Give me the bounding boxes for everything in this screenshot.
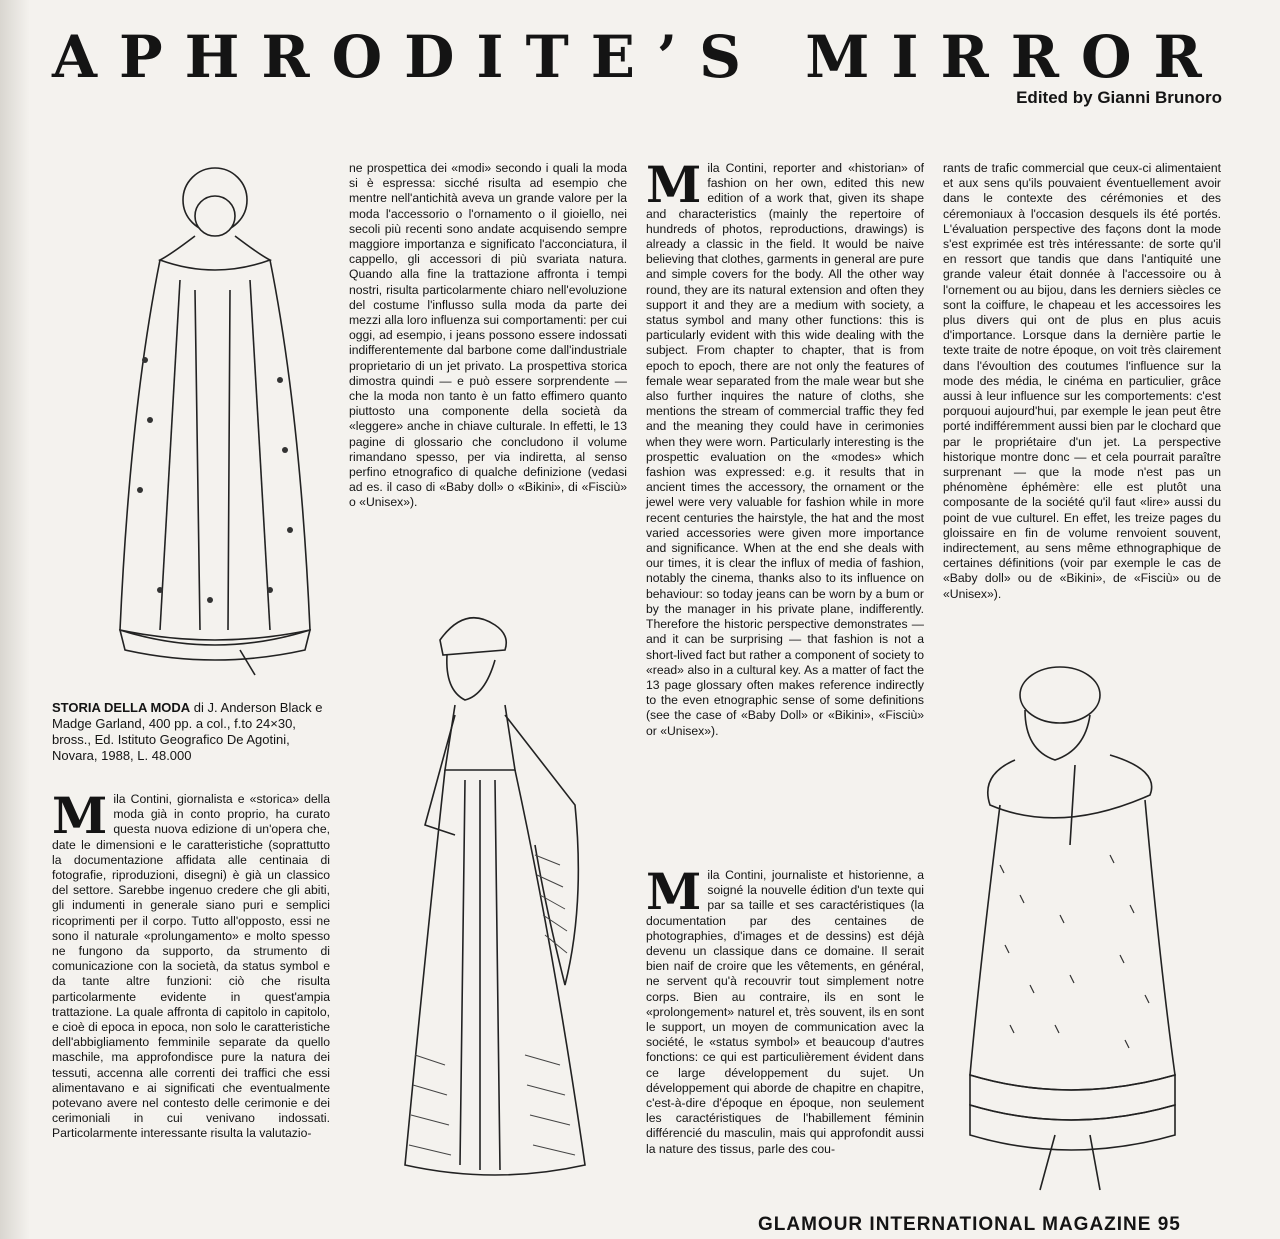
footer-magazine-page: GLAMOUR INTERNATIONAL MAGAZINE 95 (758, 1214, 1181, 1235)
illustration-fur-cape-woman (960, 665, 1200, 1200)
english-text-column (646, 155, 924, 739)
editor-credit: Edited by Gianni Brunoro (1016, 88, 1222, 107)
italian-paragraph-1: ila Contini, giornalista e «storica» della moda già in conto proprio, ha curato questa nuova edizione di un'opera che, date le dimensioni e le caratteristiche (soprattutto la documentazione affidata alle centinaia di fotografie, riproduzioni, disegni) è già un classico del settore. Sarebbe ingenuo credere che gli abiti, gli indumenti in generale siano puri e semplici ricoprimenti per il corpo. Tutto all'opposto, essi ne sono il naturale «prolungamento» e molto spesso ne fungono da supporto, da strumento di comunicazione con la società, da status symbol e da tante altre funzioni: ciò che risulta particolarmente evidente in quest'ampia trattazione. La quale affronta di capitolo in capitolo, e cioè di epoca in epoca, non solo le caratteristiche dell'abbigliamento femminile separate da quello maschile, ma approfondisce pure la natura dei tessuti, accenna alle correnti dei traffici che essi alimentavano e ai significati che eventualmente potevano avere nel contesto delle cerimonie e dei cerimoniali in cui venivano indossati. Particolarmente interessante risulta la valutazio- (52, 792, 330, 1141)
french-dropcap: M (646, 862, 702, 921)
italian-text-column-2 (349, 161, 627, 511)
illustration-cloaked-woman (100, 160, 330, 680)
italian-paragraph-2: ne prospettica dei «modi» secondo i quali la moda si è espressa: sicché risulta ad esempio che mentre nell'antichità aveva un grande valore per la moda l'accessorio o l'ornamento o il gioiello, nei secoli più recenti sono andate acquisendo sempre maggiore importanza e significato l'acconciatura, il cappello, gli accessori di più svariata natura. Quando alla fine la trattazione affronta i tempi nostri, risulta particolarmente chiaro nell'evoluzione del costume l'influsso sulla moda da parte dei mezzi alla loro influenza sui comportamenti: per cui oggi, ad esempio, i jeans possono essere indossati indifferentemente dal barbone come dall'industriale proprietario di un jet privato. La prospettiva storica dimostra quindi — e può essere sorprendente — che la moda non tanto è un fatto effimero quanto piuttosto una componente della società da «leggere» anche in chiave culturale. In effetti, le 13 pagine di glossario che concludono il volume rimandano spesso, per via indiretta, al senso perfino etnografico di qualche definizione (vedasi ad es. il caso di «Baby doll» o «Bikini», di «Fisciù» o «Unisex»). (349, 161, 627, 510)
book-title: STORIA DELLA MODA (52, 700, 191, 715)
french-text-column-2 (943, 161, 1221, 602)
english-dropcap: M (646, 155, 702, 214)
french-paragraph-1: ila Contini, journaliste et historienne, a soigné la nouvelle édition d'un texte qui par sa taille et ses caractéristiques (la documentation par des centaines de photographies, d'images et de dessins) est déjà devenu un classique dans ce domaine. Il serait bien naif de croire que les vêtements, en général, ne servent qu'à recouvrir tout simplement notre corps. Bien au contraire, ils en sont le «prolongement» naturel et, très souvent, ils en sont le support, un moyen de communication avec la société, le «status symbol» et beaucoup d'autres fonctions: ce qui est particulièrement évident dans ce large développement du sujet. Un développement qui aborde de chapitre en chapitre, c'est-à-dire d'époque en époque, non seulement les caractéristiques de l'habillement féminin différencié du masculin, mais qui approfondit aussi la nature des tissus, parle des cou- (646, 868, 924, 1156)
page-title: APHRODITE’S MIRROR (52, 23, 1224, 91)
page-binding-shadow (0, 0, 30, 1239)
english-paragraph: ila Contini, reporter and «historian» of fashion on her own, edited this new edition of a work that, given its shape and characteristics (mainly the repertoire of hundreds of photos, reproductions, drawings) is already a classic in the field. It would be naive believing that clothes, garments in general are pure and simple covers for the body. All the other way round, they are its natural extension and often they support it and they are a medium with society, a status symbol and many other functions: this is particularly evident with this wide dealing with the subject. From chapter to chapter, that is from epoch to epoch, there are not only the features of female wear separated from the male wear but she also further inquires the nature of cloths, she mentions the stream of commercial traffic they fed and the meaning they could have in cerimonies when they were worn. Particularly interesting is the prospettic evaluation on the «modes» which fashion was expressed: e.g. it results that in ancient times the accessory, the ornament or the jewel were very valuable for fashion while in more recent centuries the hairstyle, the hat and the most varied accessories were given more importance and significance. When at the end she deals with our times, it is clear the influx of media of fashion, notably the cinema, thanks also to its influence on behaviour: so today jeans can be worn by a bum or by the manager in his private plane, indifferently. Therefore the historic perspective demonstrates — and it can be surprising — that fashion is not a short-lived fact but rather a component of society to «read» also in a cultural key. As a matter of fact the 13 page glossary often makes reference indirectly to the even etnographic sense of some definitions (see the case of «Baby Doll» or «Bikini», «Fisciù» or «Unisex»). (646, 161, 924, 738)
book-details: di J. Anderson Black e Madge Garland, 400 pp. a col., f.to 24×30, bross., Ed. Istituto Geografico De Agotini, Novara, 1988, L. 48.000 (52, 700, 323, 763)
french-text-column-1 (646, 862, 924, 1157)
italian-text-column-1 (52, 786, 330, 1142)
book-info (52, 700, 330, 764)
illustration-medieval-woman (385, 605, 615, 1190)
french-paragraph-2: rants de trafic commercial que ceux-ci alimentaient et aux sens qu'ils pouvaient éventuellement avoir dans le contexte des cérémonies et des céremoniaux à l'occasion desquels ils été portés. L'évaluation perspective des façons dont la mode s'est exprimée est très intéressante: de sorte qu'il en ressort que tandis que dans l'antiquité une grande valeur était donnée à l'accessoire ou à l'ornement ou au bijou, dans les derniers siècles ce sont la coiffure, le chapeau et les accessoires les plus divers qui ont de plus en plus acuis d'importance. Lorsque dans la dernière partie le texte traite de notre époque, on voit très clairement dans l'évoultion des coutumes l'influence sur la mode des média, le cinéma en particulier, grâce aussi à leur influence sur les comportements: c'est porquoui aujourd'hui, par exemple le jean peut être porté indifféremment aussi bien par le clochard que par le propriétaire d'un jet. La perspective historique montre donc — et cela pourrait paraître surprenant — que la mode n'est pas un phénomène éphémère: elle est plutôt una composante de la société qu'il faut «lire» aussi du point de vue culturel. En effet, les treize pages du gloissaire en fin de volume renvoient souvent, indirectement, au sens même ethnographique de certaines définitions (voir par exemple le cas de «Baby doll» ou de «Bikini», de «Fisciù» ou de «Unisex»). (943, 161, 1221, 601)
italian-dropcap: M (52, 786, 108, 845)
